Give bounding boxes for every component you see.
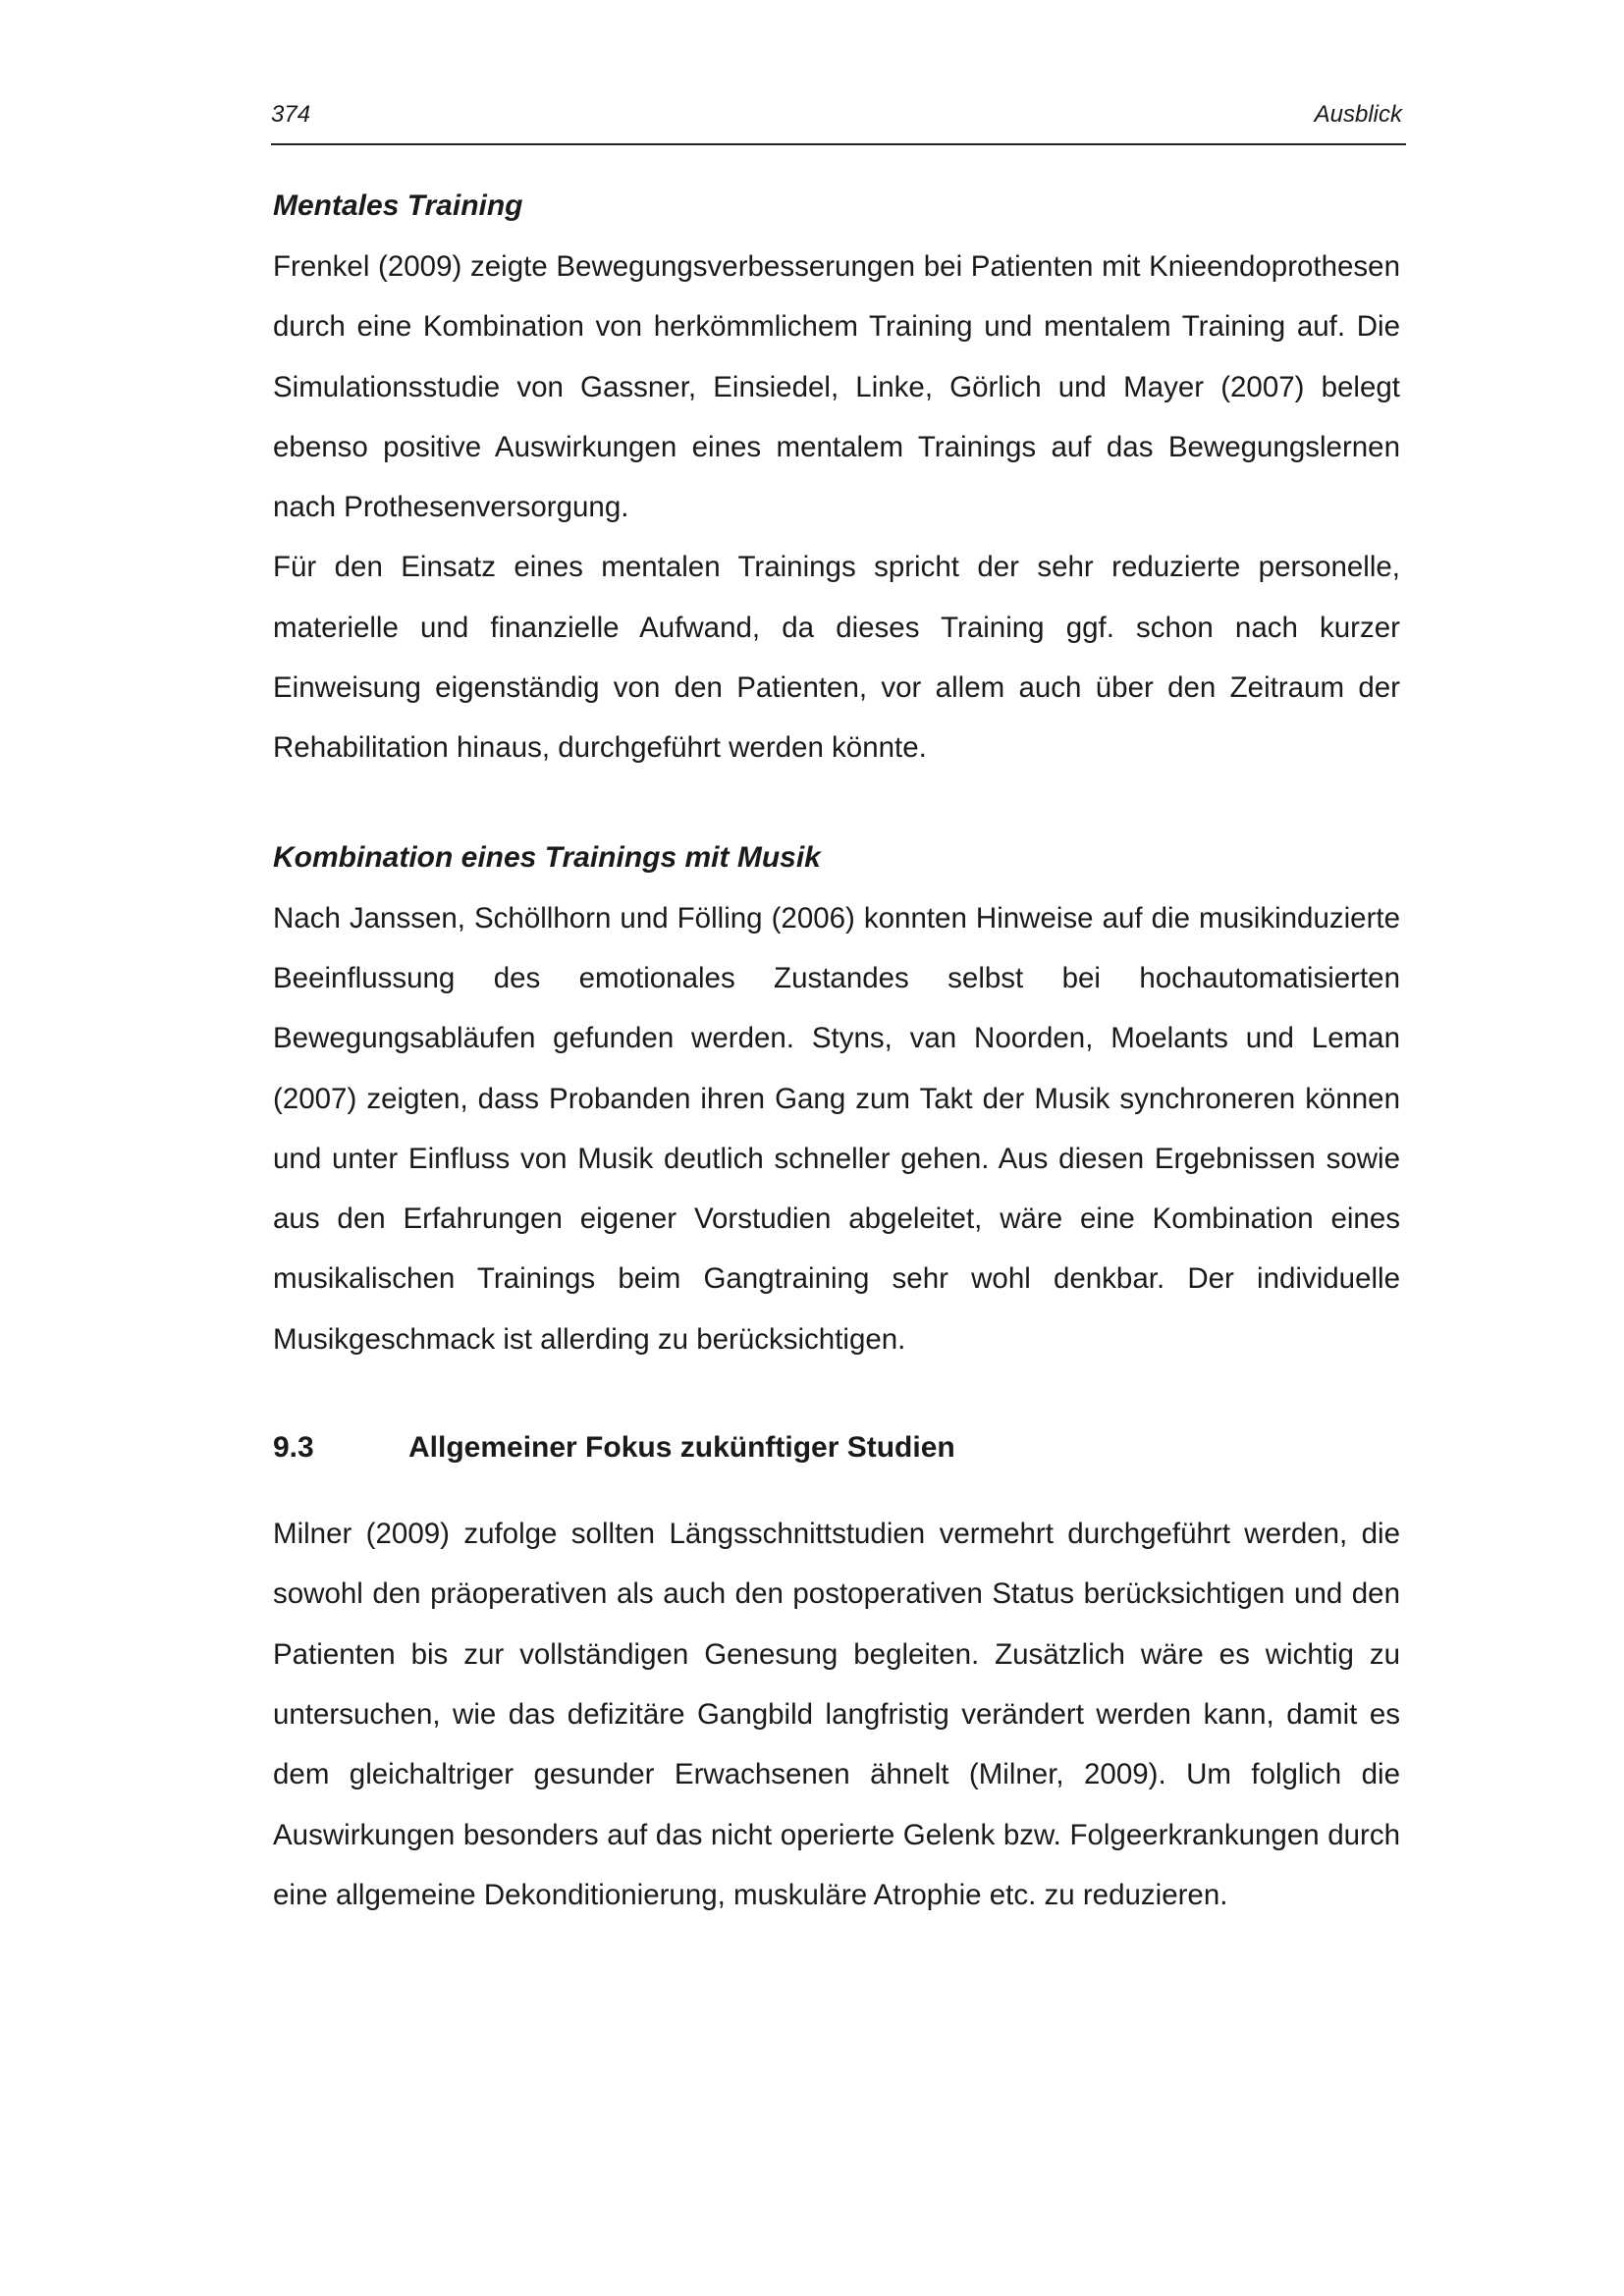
paragraph-mentales-2: Für den Einsatz eines mentalen Trainings spricht der sehr reduzierte personelle, materielle und finanzielle Aufwand, da dieses Training ggf. schon nach kurzer Einweisung eigenständig von den Patienten, vor allem auch über den Zeitraum der Rehabilitation hinaus, durchgeführt werden könnte.	[273, 551, 1400, 765]
page-number: 374	[271, 101, 311, 128]
running-title: Ausblick	[1314, 101, 1402, 128]
spacer	[273, 778, 1400, 838]
paragraph-musik-1: Nach Janssen, Schöllhorn und Fölling (2006) konnten Hinweise auf die musikinduzierte Beeinflussung des emotionales Zustandes selbst bei hochautomatisierten Bewegungsabläufen gefunden werden. Styns, van Noorden, Moelants und Leman (2007) zeigten, dass Probanden ihren Gang zum Takt der Musik synchroneren können und unter Einfluss von Musik deutlich schneller gehen. Aus diesen Ergebnissen sowie aus den Erfahrungen eigener Vorstudien abgeleitet, wäre eine Kombination eines musikalischen Trainings beim Gangtraining sehr wohl denkbar. Der individuelle Musikgeschmack ist allerding zu berücksichtigen.	[273, 901, 1400, 1356]
subheading-mentales-training: Mentales Training	[273, 189, 523, 222]
paragraph-mentales-1: Frenkel (2009) zeigte Bewegungsverbesserungen bei Patienten mit Knieendoprothesen durch eine Kombination von herkömmlichem Training und mentalem Training auf. Die Simulationsstudie von Gassner, Einsiedel, Linke, Görlich und Mayer (2007) belegt ebenso positive Auswirkungen eines mentalem Trainings auf das Bewegungslernen nach Prothesenversorgung.	[273, 250, 1400, 524]
section-heading-9-3	[273, 1428, 1400, 1488]
subheading-kombination-musik: Kombination eines Trainings mit Musik	[273, 840, 821, 874]
page-body	[273, 187, 1400, 1925]
section-number: 9.3	[273, 1431, 314, 1465]
page-header	[271, 98, 1406, 145]
section-title: Allgemeiner Fokus zukünftiger Studien	[408, 1431, 955, 1465]
paragraph-section-9-3-1: Milner (2009) zufolge sollten Längsschnittstudien vermehrt durchgeführt werden, die sowohl den präoperativen als auch den postoperativen Status berücksichtigen und den Patienten bis zur vollständigen Genesung begleiten. Zusätzlich wäre es wichtig zu untersuchen, wie das defizitäre Gangbild langfristig verändert werden kann, damit es dem gleichaltriger gesunder Erwachsenen ähnelt (Milner, 2009). Um folglich die Auswirkungen besonders auf das nicht operierte Gelenk bzw. Folgeerkrankungen durch eine allgemeine Dekonditionierung, muskuläre Atrophie etc. zu reduzieren.	[273, 1518, 1400, 1911]
spacer	[273, 1369, 1400, 1428]
